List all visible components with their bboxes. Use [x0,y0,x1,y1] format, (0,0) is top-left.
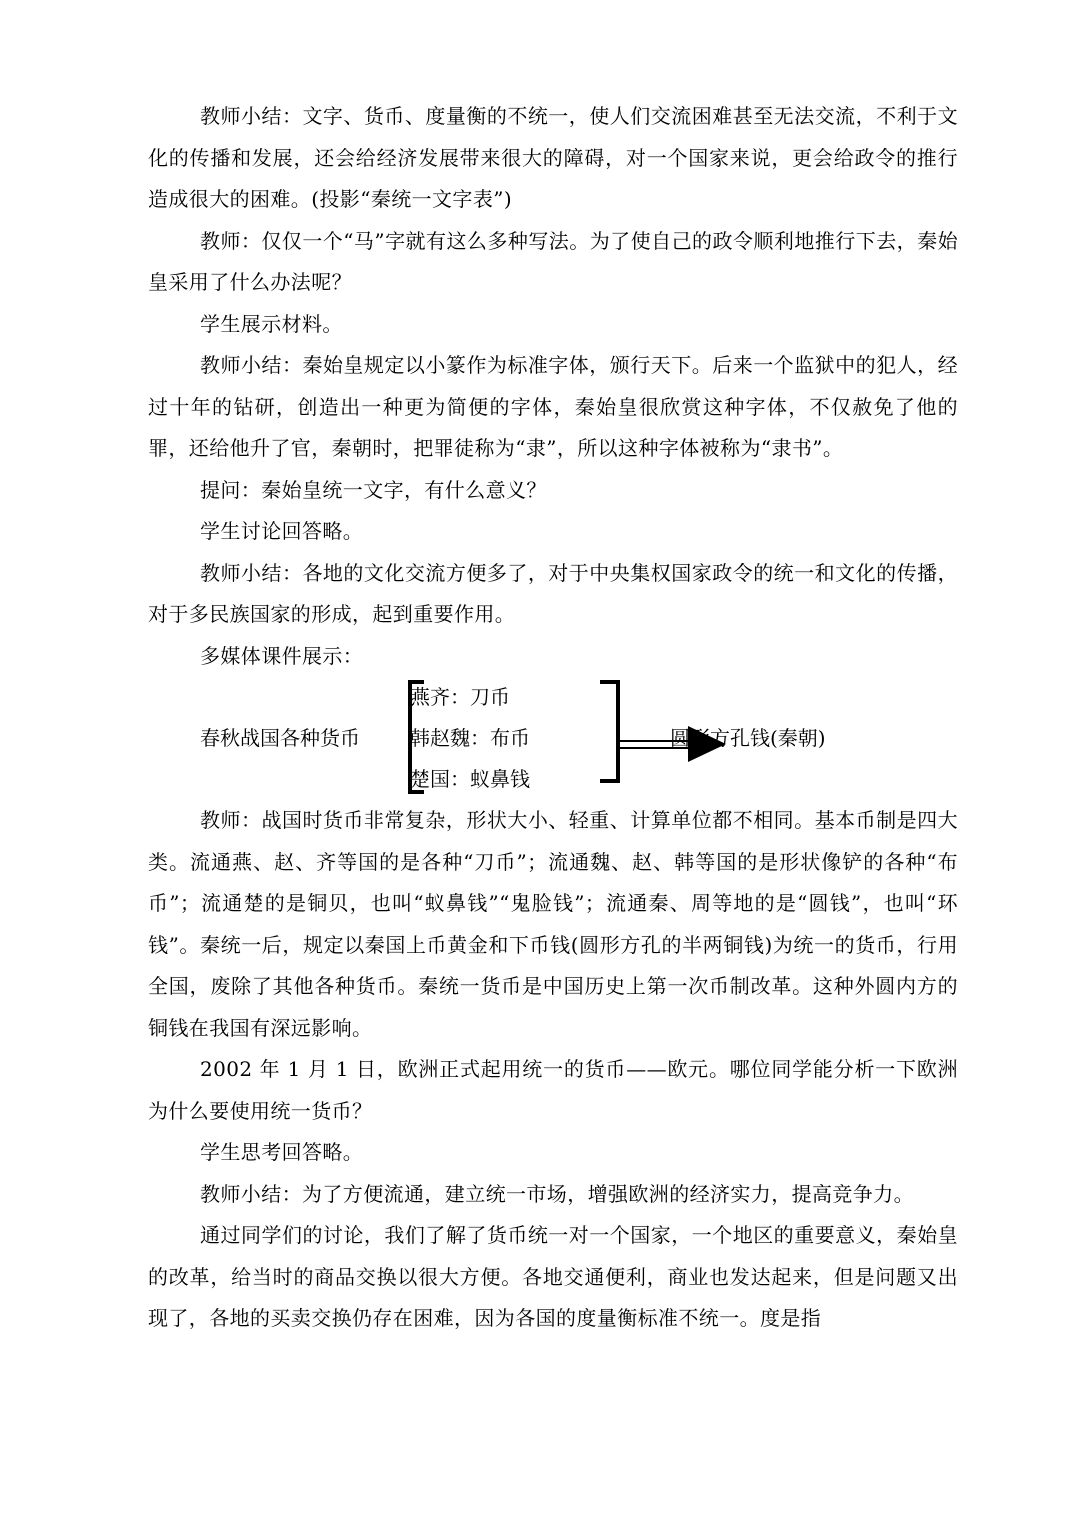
left-bracket [410,682,424,792]
paragraphs-top [148,96,958,677]
paragraphs-bottom [148,800,958,1340]
document-body [148,96,958,1340]
paragraph: 2002 年 1 月 1 日，欧洲正式起用统一的货币——欧元。哪位同学能分析一下欧洲为什么要使用统一货币？ [148,1057,958,1123]
currency-diagram [148,677,958,800]
paragraph: 学生展示材料。 [200,311,343,336]
paragraph: 提问：秦始皇统一文字，有什么意义？ [200,477,547,502]
paragraph: 教师小结：秦始皇规定以小篆作为标准字体，颁行天下。后来一个监狱中的犯人，经过十年的钻研，创造出一种更为简便的字体，秦始皇很欣赏这种字体，不仅赦免了他的罪，还给他升了官，秦朝时，把罪徒称为“隶”，所以这种字体被称为“隶书”。 [148,353,958,460]
paragraph: 教师：仅仅一个“马”字就有这么多种写法。为了使自己的政令顺利地推行下去，秦始皇采用了什么办法呢？ [148,228,958,294]
paragraph: 教师：战国时货币非常复杂，形状大小、轻重、计算单位都不相同。基本币制是四大类。流通燕、赵、齐等国的是各种“刀币”；流通魏、赵、韩等国的是形状像铲的各种“布币”；流通楚的是铜贝，也叫“蚁鼻钱”“鬼脸钱”；流通秦、周等地的是“圆钱”，也叫“环钱”。秦统一后，规定以秦国上币黄金和下币钱(圆形方孔的半两铜钱)为统一的货币，行用全国，废除了其他各种货币。秦统一货币是中国历史上第一次币制改革。这种外圆内方的铜钱在我国有深远影响。 [148,808,958,1040]
diagram-result: 圆形方孔钱(秦朝) [670,726,826,750]
paragraph: 学生思考回答略。 [200,1140,364,1164]
paragraph: 教师小结：文字、货币、度量衡的不统一，使人们交流困难甚至无法交流，不利于文化的传播和发展，还会给经济发展带来很大的障碍，对一个国家来说，更会给政令的推行造成很大的困难。(投影“秦统一文字表”) [148,104,958,211]
paragraph: 教师小结：各地的文化交流方便多了，对于中央集权国家政令的统一和文化的传播，对于多民族国家的形成，起到重要作用。 [148,560,958,626]
currency-item: 燕齐：刀币 [410,685,510,709]
currency-item: 楚国：蚁鼻钱 [410,767,530,791]
diagram-brackets-arrow [148,677,958,800]
paragraph: 教师小结：为了方便流通，建立统一市场，增强欧洲的经济实力，提高竞争力。 [200,1181,914,1206]
diagram-label: 春秋战国各种货币 [200,726,360,750]
paragraph: 通过同学们的讨论，我们了解了货币统一对一个国家，一个地区的重要意义，秦始皇的改革，给当时的商品交换以很大方便。各地交通便利，商业也发达起来，但是问题又出现了，各地的买卖交换仍存在困难，因为各国的度量衡标准不统一。度是指 [148,1223,958,1330]
currency-item: 韩赵魏：布币 [410,726,530,750]
paragraph: 多媒体课件展示： [200,643,364,668]
right-bracket [600,682,618,781]
paragraph: 学生讨论回答略。 [200,519,364,543]
